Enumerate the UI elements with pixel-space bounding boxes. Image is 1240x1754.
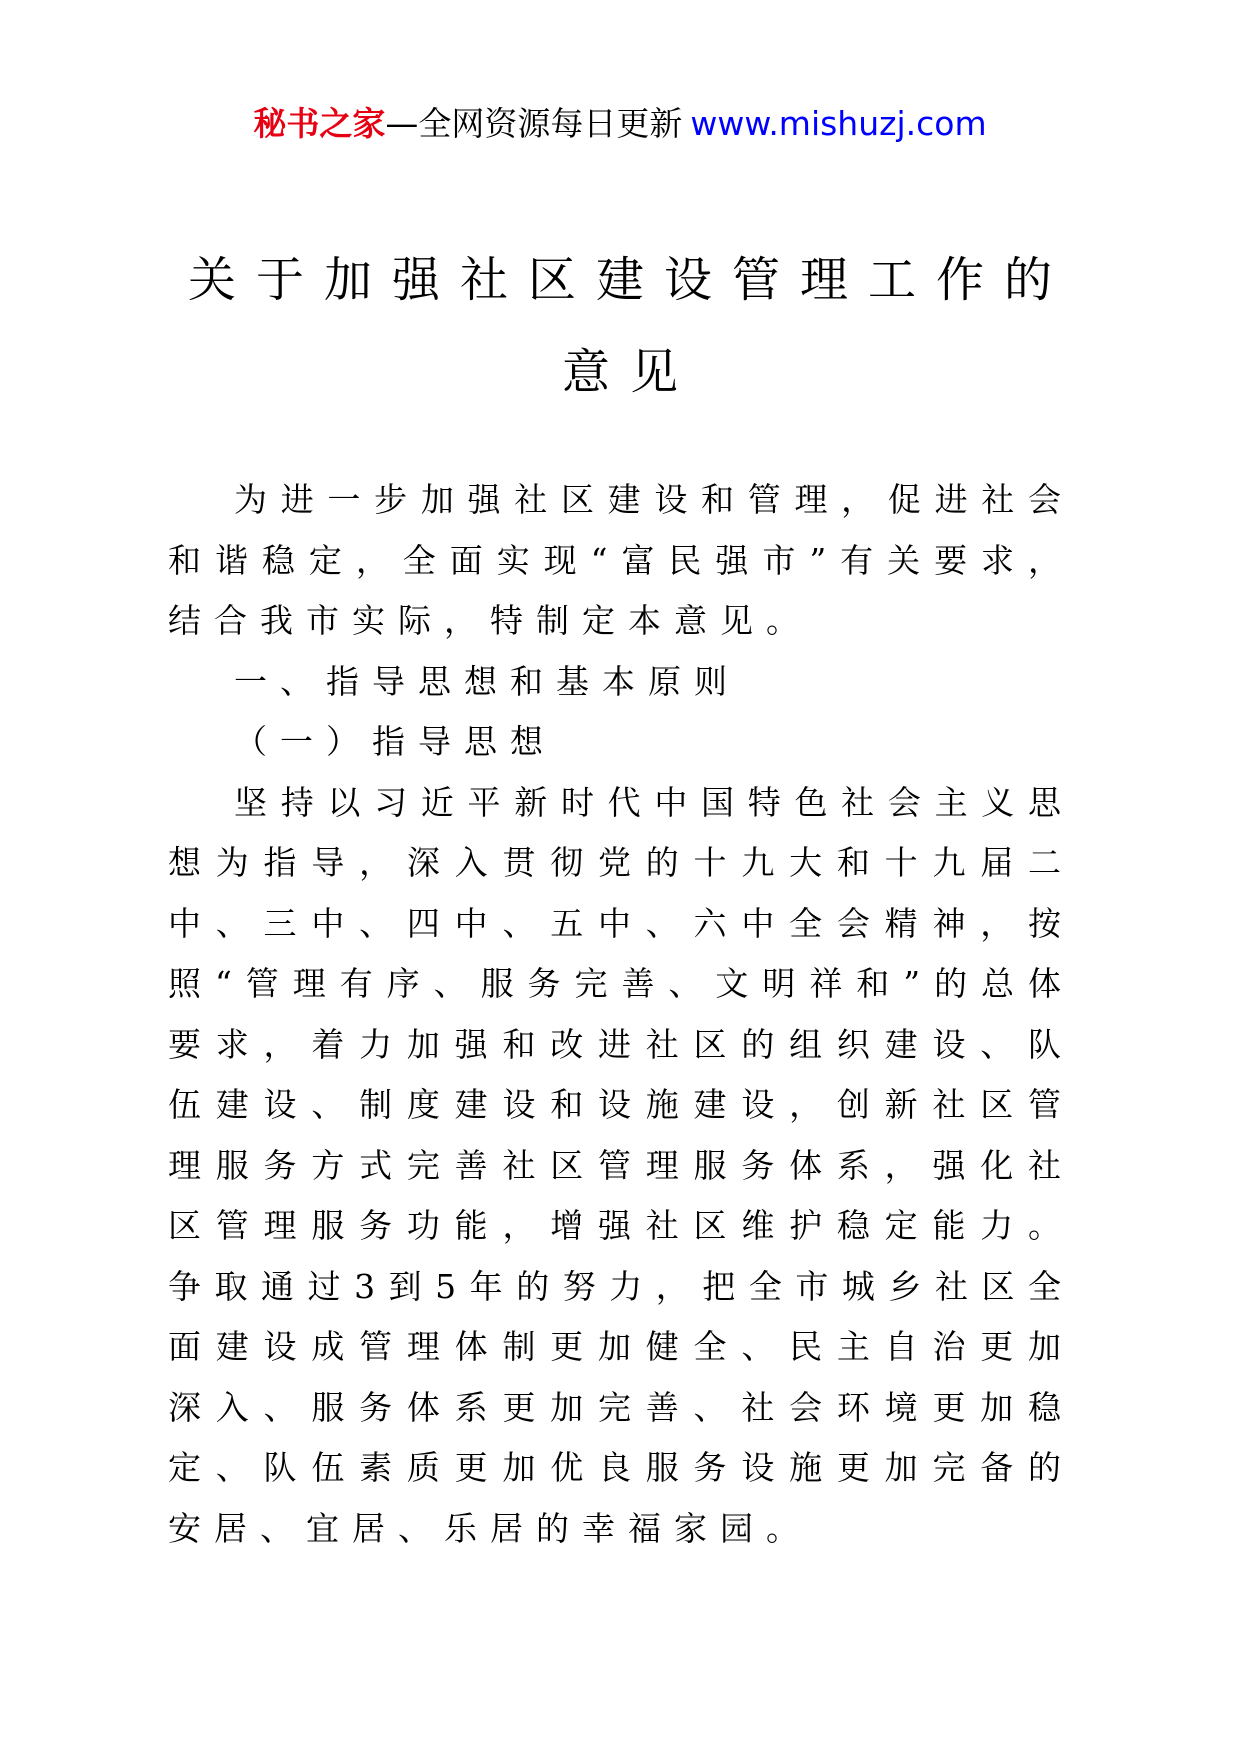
subsection-heading: （一）指导思想 bbox=[234, 722, 556, 761]
site-tagline: —全网资源每日更新 bbox=[385, 104, 683, 143]
intro-paragraph: 为进一步加强社区建设和管理，促进社会和谐稳定，全面实现“富民强市”有关要求，结合我市实际，特制定本意见。 bbox=[168, 480, 1074, 640]
title-line-1: 关于加强社区建设管理工作的 bbox=[187, 252, 1072, 308]
section-heading: 一、指导思想和基本原则 bbox=[234, 661, 740, 701]
title-line-2: 意见 bbox=[561, 344, 698, 400]
guiding-paragraph: 坚持以习近平新时代中国特色社会主义思想为指导，深入贯彻党的十九大和十九届二中、三中、四中、五中、六中全会精神，按照“管理有序、服务完善、文明祥和”的总体要求，着力加强和改进社区的组织建设、队伍建设、制度建设和设施建设，创新社区管理服务方式完善社区管理服务体系，强化社区管理服务功能，增强社区维护稳定能力。争取通过3到5年的努力，把全市城乡社区全面建设成管理体制更加健全、民主自治更加深入、服务体系更加完善、社会环境更加稳定、队伍素质更加优良服务设施更加完备的安居、宜居、乐居的幸福家园。 bbox=[168, 782, 1074, 1548]
site-url-link[interactable]: www.mishuzj.com bbox=[690, 104, 987, 143]
watermark-header bbox=[0, 102, 1240, 146]
document-body bbox=[168, 470, 1074, 1559]
document-title bbox=[0, 234, 1240, 418]
site-name: 秘书之家 bbox=[253, 104, 386, 143]
